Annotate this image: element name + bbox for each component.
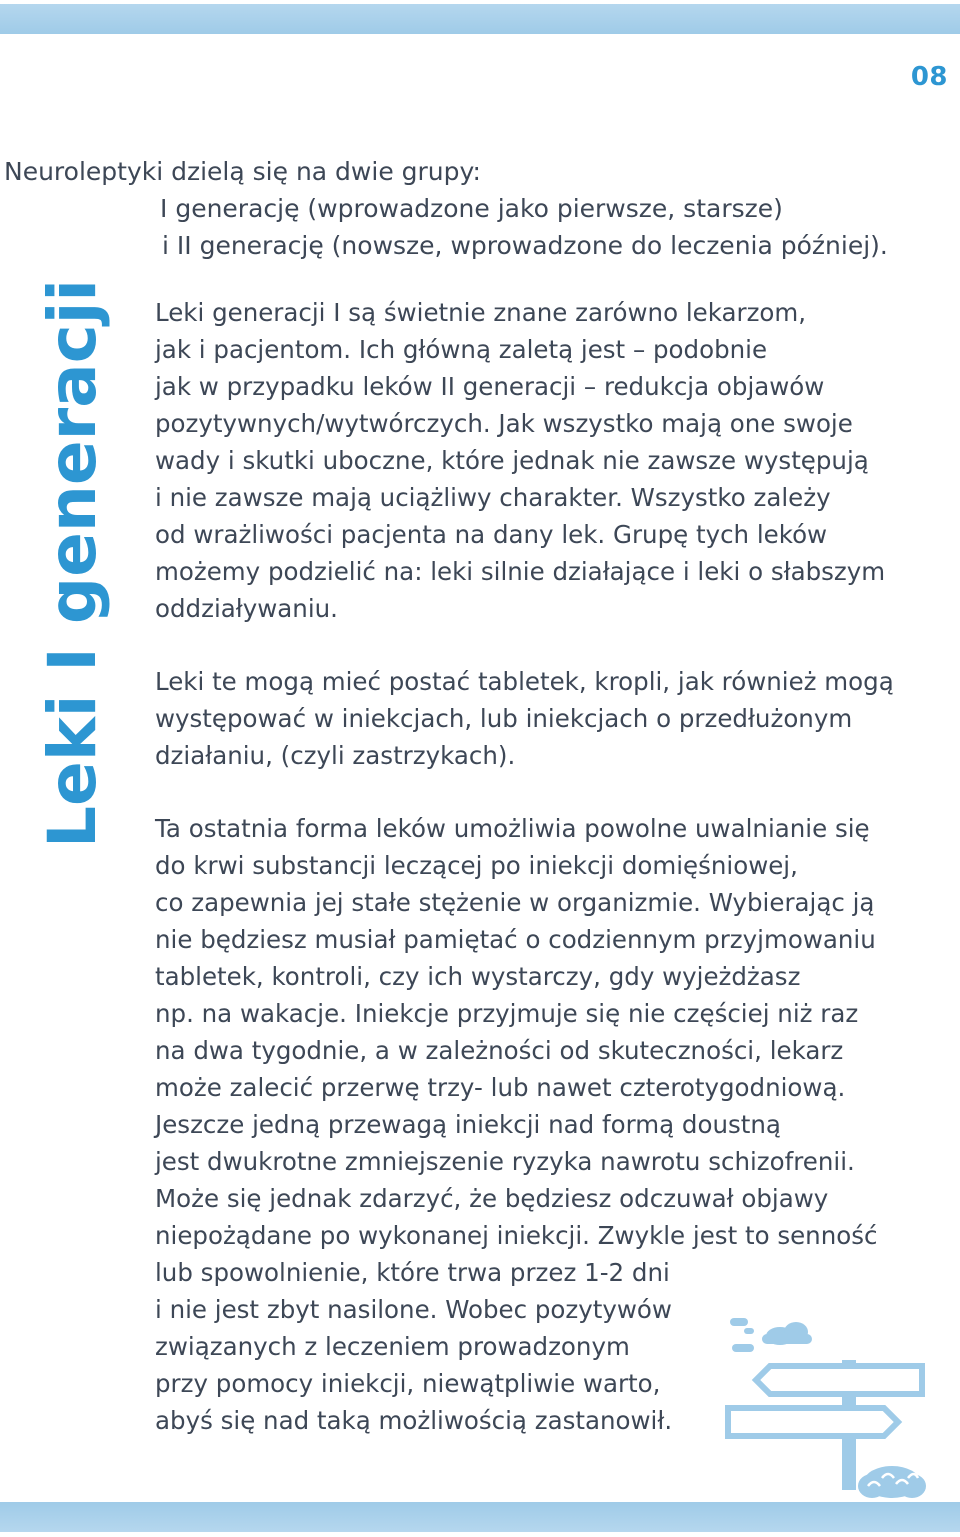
text-line: przy pomocy iniekcji, niewątpliwie warto, — [155, 1369, 661, 1398]
text-line: i nie zawsze mają uciążliwy charakter. Wszystko zależy — [155, 483, 831, 512]
text-line: Ta ostatnia forma leków umożliwia powolne uwalnianie się — [155, 814, 870, 843]
intro-line: i II generację (nowsze, wprowadzone do leczenia później). — [162, 231, 888, 260]
text-line: możemy podzielić na: leki silnie działające i leki o słabszym — [155, 557, 886, 586]
text-line: działaniu, (czyli zastrzykach). — [155, 741, 516, 770]
text-line: do krwi substancji leczącej po iniekcji domięśniowej, — [155, 851, 798, 880]
text-line: niepożądane po wykonanej iniekcji. Zwykle jest to senność — [155, 1221, 878, 1250]
text-line: abyś się nad taką możliwością zastanowił. — [155, 1406, 673, 1435]
text-line: nie będziesz musiał pamiętać o codziennym przyjmowaniu — [155, 925, 876, 954]
text-line: Jeszcze jedną przewagą iniekcji nad formą doustną — [155, 1110, 781, 1139]
text-line: Leki generacji I są świetnie znane zarówno lekarzom, — [155, 298, 807, 327]
intro-text — [4, 153, 944, 264]
section-title: Leki I generacji — [34, 278, 111, 848]
text-line: występować w iniekcjach, lub iniekcjach o przedłużonym — [155, 704, 853, 733]
text-line: pozytywnych/wytwórczych. Jak wszystko mają one swoje — [155, 409, 853, 438]
text-line: może zalecić przerwę trzy- lub nawet czterotygodniową. — [155, 1073, 846, 1102]
body-text — [155, 294, 945, 1475]
text-line: Leki te mogą mieć postać tabletek, kropli, jak również mogą — [155, 667, 894, 696]
text-line: jak i pacjentom. Ich główną zaletą jest – podobnie — [155, 335, 768, 364]
intro-line: Neuroleptyki dzielą się na dwie grupy: — [4, 157, 481, 186]
text-line: oddziaływaniu. — [155, 594, 338, 623]
cloud-icon — [730, 1318, 812, 1352]
text-line: związanych z leczeniem prowadzonym — [155, 1332, 630, 1361]
top-decorative-band — [0, 4, 960, 34]
paragraph — [155, 294, 945, 627]
text-line: jak w przypadku leków II generacji – redukcja objawów — [155, 372, 825, 401]
text-line: od wrażliwości pacjenta na dany lek. Grupę tych leków — [155, 520, 828, 549]
signpost-icon — [722, 1300, 952, 1500]
paragraph — [155, 663, 945, 774]
text-line: co zapewnia jej stałe stężenie w organizmie. Wybierając ją — [155, 888, 875, 917]
text-line: wady i skutki uboczne, które jednak nie zawsze występują — [155, 446, 869, 475]
intro-line: I generację (wprowadzone jako pierwsze, starsze) — [160, 194, 783, 223]
text-line: Może się jednak zdarzyć, że będziesz odczuwał objawy — [155, 1184, 829, 1213]
page-number: 08 — [910, 62, 948, 92]
text-line: tabletek, kontroli, czy ich wystarczy, gdy wyjeżdżasz — [155, 962, 801, 991]
bottom-decorative-band — [0, 1502, 960, 1532]
text-line: na dwa tygodnie, a w zależności od skuteczności, lekarz — [155, 1036, 844, 1065]
text-line: i nie jest zbyt nasilone. Wobec pozytywów — [155, 1295, 672, 1324]
text-line: jest dwukrotne zmniejszenie ryzyka nawrotu schizofrenii. — [155, 1147, 855, 1176]
text-line: lub spowolnienie, które trwa przez 1-2 dni — [155, 1258, 670, 1287]
text-line: np. na wakacje. Iniekcje przyjmuje się nie częściej niż raz — [155, 999, 859, 1028]
brain-icon — [858, 1466, 926, 1498]
